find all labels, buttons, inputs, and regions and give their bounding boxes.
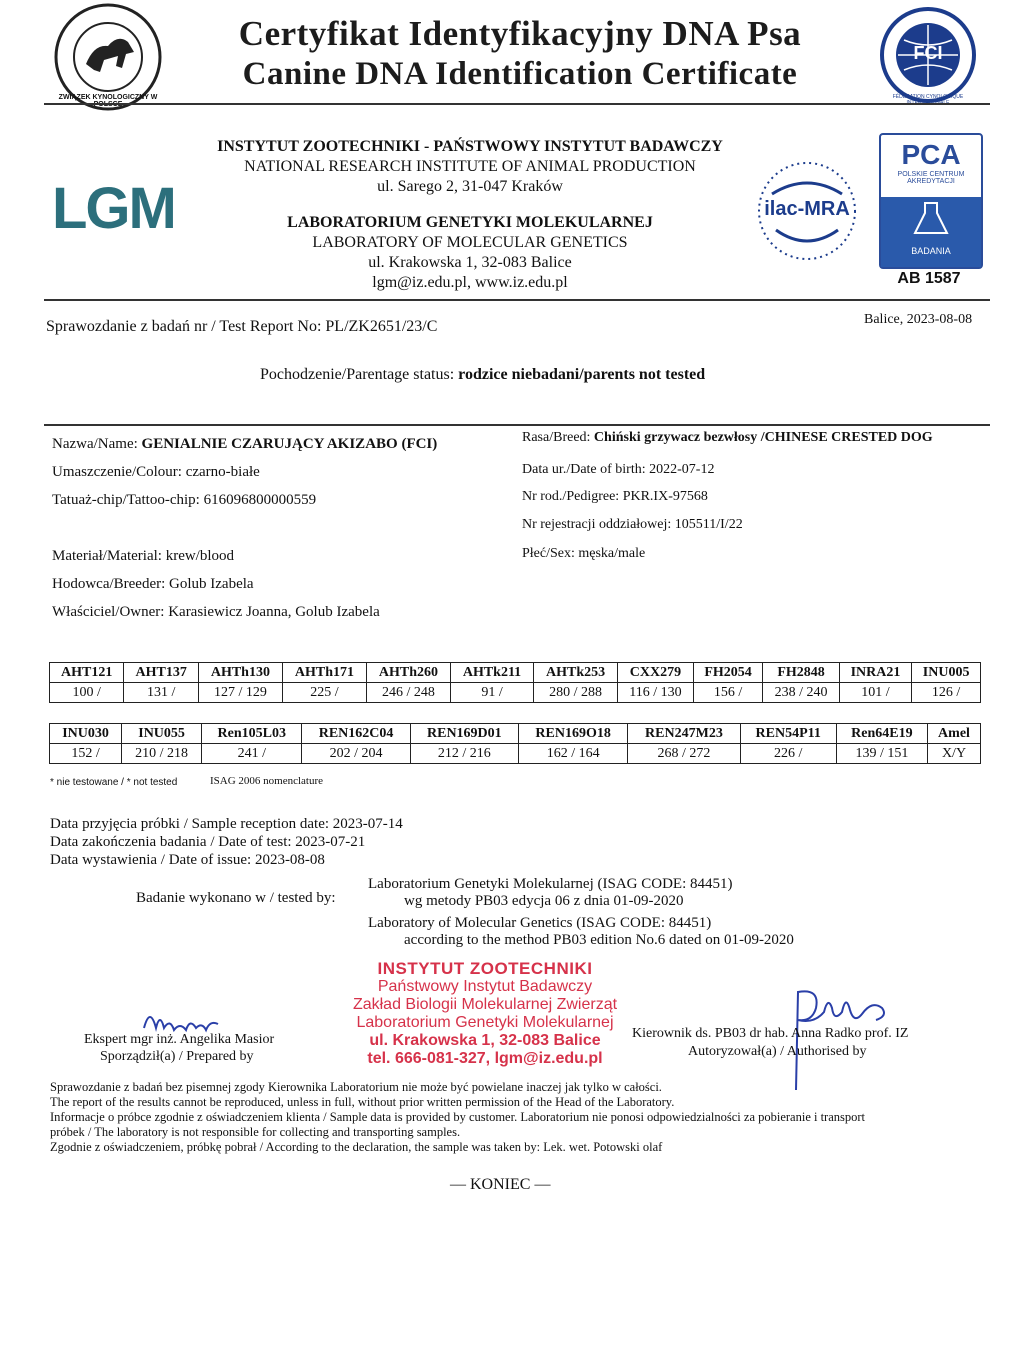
institute-name-en: NATIONAL RESEARCH INSTITUTE OF ANIMAL PRODUCTION — [244, 158, 696, 175]
marker-value: 156 / — [693, 683, 763, 703]
institute-stamp — [340, 960, 630, 1068]
fci-logo-text: FÉDÉRATION CYNOLOGIQUE INTERNATIONALE — [892, 94, 964, 106]
stamp-line1: INSTYTUT ZOOTECHNIKI — [377, 959, 593, 978]
footer-line1: Sprawozdanie z badań bez pisemnej zgody Kierownika Laboratorium nie może być powielane inaczej jak tylko w całości. — [50, 1080, 662, 1094]
footer-line4: próbek / The laboratory is not responsible for collecting and transporting samples. — [50, 1125, 461, 1139]
marker-name: AHT121 — [50, 663, 124, 683]
marker-value: 210 / 218 — [122, 744, 202, 764]
pca-subtitle: POLSKIE CENTRUM AKREDYTACJI — [897, 171, 965, 185]
marker-value: 127 / 129 — [198, 683, 282, 703]
marker-name: REN169D01 — [410, 724, 518, 744]
marker-name: Amel — [928, 724, 981, 744]
lab-name-pl: LABORATORIUM GENETYKI MOLEKULARNEJ — [287, 214, 653, 231]
stamp-line3: Zakład Biologii Molekularnej Zwierząt — [352, 996, 618, 1013]
marker-name: INU030 — [50, 724, 122, 744]
markers-table-2 — [49, 723, 981, 764]
dog-registration: Nr rejestracji oddziałowej: 105511/I/22 — [522, 517, 743, 532]
flask-icon — [881, 197, 981, 241]
marker-name: AHTk253 — [534, 663, 618, 683]
dog-name — [52, 436, 437, 453]
markers-table-1 — [49, 662, 981, 703]
prepared-by-name: Ekspert mgr inż. Angelika Masior — [84, 1032, 275, 1047]
prepared-by-role: Sporządził(a) / Prepared by — [100, 1049, 254, 1064]
marker-value: 246 / 248 — [366, 683, 450, 703]
dog-date-of-birth: Data ur./Date of birth: 2022-07-12 — [522, 462, 715, 477]
test-date: Data zakończenia badania / Date of test: 2023-07-21 — [50, 834, 366, 850]
marker-name: AHTh130 — [198, 663, 282, 683]
marker-value: X/Y — [928, 744, 981, 764]
marker-name: Ren105L03 — [202, 724, 302, 744]
parentage-value: rodzice niebadani/parents not tested — [458, 366, 706, 383]
tested-by-line3: Laboratory of Molecular Genetics (ISAG CODE: 84451) — [368, 915, 712, 931]
institute-name-pl: INSTYTUT ZOOTECHNIKI - PAŃSTWOWY INSTYTUT BADAWCZY — [217, 138, 723, 155]
lgm-logo: LGM — [52, 176, 175, 241]
parentage-label: Pochodzenie/Parentage status: — [260, 366, 455, 383]
marker-name: AHTh171 — [282, 663, 366, 683]
marker-value: 280 / 288 — [534, 683, 618, 703]
footer-line5: Zgodnie z oświadczeniem, próbkę pobrał / According to the declaration, the sample was taken by: Lek. wet. Potowski olaf — [50, 1140, 663, 1154]
marker-name: REN247M23 — [628, 724, 740, 744]
marker-value: 225 / — [282, 683, 366, 703]
marker-name: REN54P11 — [740, 724, 836, 744]
parentage-status — [260, 366, 705, 384]
institute-block — [190, 137, 750, 293]
accreditation-number: AB 1587 — [897, 270, 961, 287]
tested-by-line2: wg metody PB03 edycja 06 z dnia 01-09-2020 — [404, 893, 684, 909]
marker-name: AHTh260 — [366, 663, 450, 683]
pca-badania: BADANIA — [911, 246, 951, 256]
zkwp-logo-text: ZWIĄZEK KYNOLOGICZNY W POLSCE — [58, 94, 158, 108]
marker-value: 226 / — [740, 744, 836, 764]
marker-value: 126 / — [912, 683, 981, 703]
authorised-by-name: Kierownik ds. PB03 dr hab. Anna Radko prof. IZ — [632, 1026, 909, 1041]
ilac-mra-logo — [752, 158, 862, 264]
table-note: * nie testowane / * not tested — [50, 777, 178, 788]
marker-name: Ren64E19 — [836, 724, 927, 744]
dog-breeder: Hodowca/Breeder: Golub Izabela — [52, 576, 254, 592]
marker-name: AHT137 — [124, 663, 198, 683]
marker-value: 152 / — [50, 744, 122, 764]
pca-title: PCA — [901, 139, 961, 170]
footer-notes — [50, 1080, 970, 1155]
marker-value: 139 / 151 — [836, 744, 927, 764]
title-english: Canine DNA Identification Certificate — [242, 56, 798, 92]
dog-name-label: Nazwa/Name: — [52, 436, 138, 452]
marker-name: INU055 — [122, 724, 202, 744]
marker-value: 91 / — [450, 683, 533, 703]
tested-by-line1: Laboratorium Genetyki Molekularnej (ISAG CODE: 84451) — [368, 876, 733, 892]
marker-name: AHTk211 — [450, 663, 533, 683]
table-nomenclature: ISAG 2006 nomenclature — [210, 775, 324, 787]
dog-sex: Płeć/Sex: męska/male — [522, 546, 646, 561]
fci-logo — [876, 6, 980, 104]
marker-name: REN162C04 — [302, 724, 410, 744]
marker-value: 100 / — [50, 683, 124, 703]
marker-name: FH2848 — [763, 663, 839, 683]
marker-value: 268 / 272 — [628, 744, 740, 764]
zkwp-logo — [46, 2, 170, 112]
dog-breed-label: Rasa/Breed: — [522, 430, 591, 445]
end-marker: — KONIEC — — [450, 1176, 551, 1193]
marker-name: INU005 — [912, 663, 981, 683]
tested-by-label: Badanie wykonano w / tested by: — [136, 890, 336, 906]
pca-logo — [879, 133, 983, 269]
marker-value: 131 / — [124, 683, 198, 703]
lab-address: ul. Krakowska 1, 32-083 Balice — [368, 254, 572, 271]
dog-chip: Tatuaż-chip/Tattoo-chip: 616096800000559 — [52, 492, 317, 508]
fci-logo-abbr: FCI — [913, 43, 943, 63]
dog-name-value: GENIALNIE CZARUJĄCY AKIZABO (FCI) — [141, 436, 438, 452]
footer-line2: The report of the results cannot be reproduced, unless in full, without prior written permission of the Head of the Laboratory. — [50, 1095, 675, 1109]
marker-name: FH2054 — [693, 663, 763, 683]
dog-colour: Umaszczenie/Colour: czarno-białe — [52, 464, 260, 480]
marker-value: 162 / 164 — [518, 744, 627, 764]
marker-name: INRA21 — [839, 663, 912, 683]
stamp-line6: tel. 666-081-327, lgm@iz.edu.pl — [367, 1050, 603, 1067]
marker-value: 241 / — [202, 744, 302, 764]
stamp-line4: Laboratorium Genetyki Molekularnej — [356, 1014, 614, 1031]
marker-value: 116 / 130 — [618, 683, 694, 703]
lab-name-en: LABORATORY OF MOLECULAR GENETICS — [312, 234, 628, 251]
dog-breed-value: Chiński grzywacz bezwłosy /CHINESE CRESTED DOG — [593, 430, 933, 445]
title-polish: Certyfikat Identyfikacyjny DNA Psa — [238, 14, 802, 53]
footer-line3: Informacje o próbce zgodnie z oświadczeniem klienta / Sample data is provided by customer. Laboratorium nie ponosi odpowiedzialności za pobieranie i transport — [50, 1110, 866, 1124]
marker-value: 238 / 240 — [763, 683, 839, 703]
institute-address: ul. Sarego 2, 31-047 Kraków — [377, 178, 563, 195]
tested-by-line4: according to the method PB03 edition No.6 dated on 01-09-2020 — [404, 932, 794, 948]
marker-value: 212 / 216 — [410, 744, 518, 764]
dog-owner: Właściciel/Owner: Karasiewicz Joanna, Golub Izabela — [52, 604, 380, 620]
authorised-by-role: Autoryzował(a) / Authorised by — [688, 1044, 867, 1059]
ilac-mra-text: ilac-MRA — [764, 198, 850, 220]
stamp-line5: ul. Krakowska 1, 32-083 Balice — [369, 1032, 601, 1049]
dog-material: Materiał/Material: krew/blood — [52, 548, 235, 564]
issue-date: Data wystawienia / Date of issue: 2023-08-08 — [50, 852, 325, 868]
dog-pedigree: Nr rod./Pedigree: PKR.IX-97568 — [522, 489, 708, 504]
marker-value: 101 / — [839, 683, 912, 703]
lab-contact: lgm@iz.edu.pl, www.iz.edu.pl — [372, 274, 568, 291]
dog-breed — [522, 430, 933, 446]
sample-reception-date: Data przyjęcia próbki / Sample reception date: 2023-07-14 — [50, 816, 403, 832]
marker-name: REN169O18 — [518, 724, 627, 744]
marker-value: 202 / 204 — [302, 744, 410, 764]
stamp-line2: Państwowy Instytut Badawczy — [377, 978, 593, 995]
marker-name: CXX279 — [618, 663, 694, 683]
test-report-number: Sprawozdanie z badań nr / Test Report No: PL/ZK2651/23/C — [46, 318, 438, 335]
report-place-date: Balice, 2023-08-08 — [864, 312, 973, 327]
